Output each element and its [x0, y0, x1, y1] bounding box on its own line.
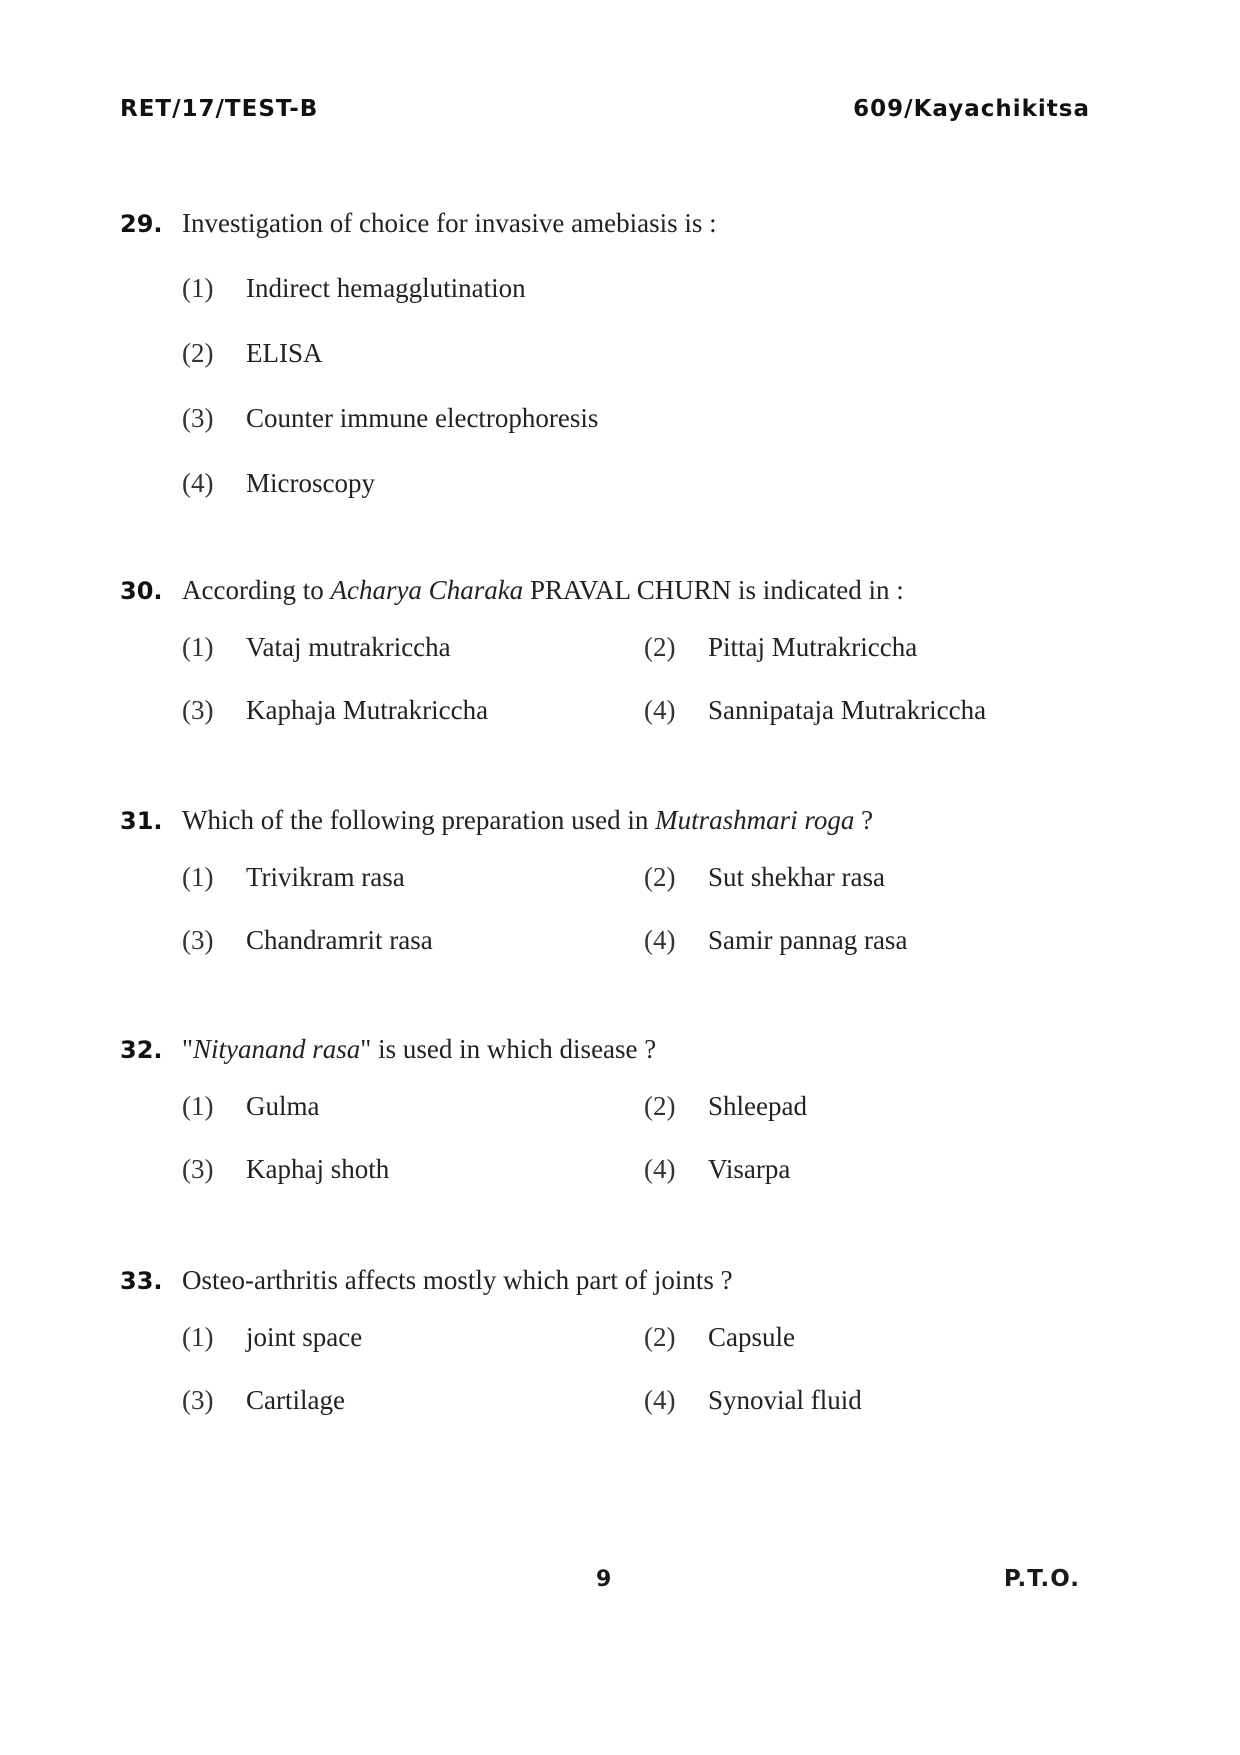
- question-stem: [120, 1034, 1120, 1065]
- option-2: [644, 862, 1044, 893]
- question-30: [120, 575, 1120, 726]
- question-text: "Nityanand rasa" is used in which disease ?: [182, 1034, 657, 1064]
- italic-term: Nityanand rasa: [193, 1034, 361, 1064]
- option-text: Gulma: [246, 1091, 320, 1121]
- please-turn-over: P.T.O.: [1003, 1566, 1080, 1592]
- option-1: [182, 862, 644, 893]
- question-number: 33.: [120, 1267, 163, 1295]
- option-text: Kaphaj shoth: [246, 1154, 390, 1184]
- question-29: [120, 208, 1120, 499]
- option-4: [644, 695, 1044, 726]
- header-exam-code: RET/17/TEST-B: [120, 96, 319, 122]
- option-number: (1): [182, 632, 214, 662]
- option-text: Chandramrit rasa: [246, 925, 433, 955]
- page-number: 9: [596, 1567, 612, 1592]
- option-2: [644, 1091, 1044, 1122]
- question-33: [120, 1265, 1120, 1416]
- option-number: (3): [182, 925, 214, 955]
- option-4: [644, 1154, 1044, 1185]
- option-text: Counter immune electrophoresis: [246, 403, 599, 433]
- header-subject: 609/Kayachikitsa: [853, 96, 1090, 122]
- option-text: ELISA: [246, 338, 323, 368]
- option-1: [182, 1091, 644, 1122]
- option-number: (1): [182, 1322, 214, 1352]
- option-text: Visarpa: [708, 1154, 791, 1184]
- option-number: (2): [644, 1091, 676, 1121]
- question-number: 30.: [120, 577, 163, 605]
- option-number: (3): [182, 695, 214, 725]
- question-text: Which of the following preparation used in Mutrashmari roga ?: [182, 805, 874, 835]
- option-1: [182, 273, 1120, 304]
- option-number: (4): [182, 468, 214, 498]
- option-text: Sannipataja Mutrakriccha: [708, 695, 987, 725]
- option-number: (2): [644, 1322, 676, 1352]
- question-number: 32.: [120, 1036, 163, 1064]
- question-stem: [120, 575, 1120, 606]
- option-text: Synovial fluid: [708, 1385, 862, 1415]
- option-3: [182, 695, 644, 726]
- option-text: Indirect hemagglutination: [246, 273, 526, 303]
- question-text: According to Acharya Charaka PRAVAL CHURN is indicated in :: [182, 575, 904, 605]
- question-stem: [120, 1265, 1120, 1296]
- italic-term: Acharya Charaka: [330, 575, 524, 605]
- option-1: [182, 632, 644, 663]
- option-number: (4): [644, 1154, 676, 1184]
- question-text: Investigation of choice for invasive amebiasis is :: [182, 208, 717, 238]
- question-text: Osteo-arthritis affects mostly which part of joints ?: [182, 1265, 733, 1295]
- option-number: (3): [182, 403, 214, 433]
- option-number: (1): [182, 862, 214, 892]
- question-stem: [120, 208, 1120, 239]
- option-2: [644, 632, 1044, 663]
- option-text: Sut shekhar rasa: [708, 862, 885, 892]
- option-text: Samir pannag rasa: [708, 925, 908, 955]
- option-3: [182, 403, 1120, 434]
- question-stem: [120, 805, 1120, 836]
- option-text: Microscopy: [246, 468, 375, 498]
- option-number: (4): [644, 695, 676, 725]
- question-32: [120, 1034, 1120, 1185]
- option-2: [182, 338, 1120, 369]
- question-31: [120, 805, 1120, 956]
- question-number: 29.: [120, 210, 163, 238]
- option-4: [644, 925, 1044, 956]
- option-1: [182, 1322, 644, 1353]
- option-3: [182, 1385, 644, 1416]
- italic-term: Mutrashmari roga: [655, 805, 855, 835]
- option-text: joint space: [246, 1322, 363, 1352]
- option-text: Shleepad: [708, 1091, 807, 1121]
- option-number: (3): [182, 1385, 214, 1415]
- option-number: (2): [644, 862, 676, 892]
- option-number: (4): [644, 1385, 676, 1415]
- option-number: (1): [182, 1091, 214, 1121]
- option-4: [182, 468, 1120, 499]
- option-4: [644, 1385, 1044, 1416]
- option-number: (2): [182, 338, 214, 368]
- option-text: Pittaj Mutrakriccha: [708, 632, 918, 662]
- option-text: Kaphaja Mutrakriccha: [246, 695, 489, 725]
- option-number: (1): [182, 273, 214, 303]
- option-text: Vataj mutrakriccha: [246, 632, 451, 662]
- option-text: Trivikram rasa: [246, 862, 405, 892]
- option-3: [182, 925, 644, 956]
- option-3: [182, 1154, 644, 1185]
- option-text: Capsule: [708, 1322, 795, 1352]
- option-number: (3): [182, 1154, 214, 1184]
- option-number: (4): [644, 925, 676, 955]
- option-2: [644, 1322, 1044, 1353]
- option-number: (2): [644, 632, 676, 662]
- question-number: 31.: [120, 807, 163, 835]
- option-text: Cartilage: [246, 1385, 345, 1415]
